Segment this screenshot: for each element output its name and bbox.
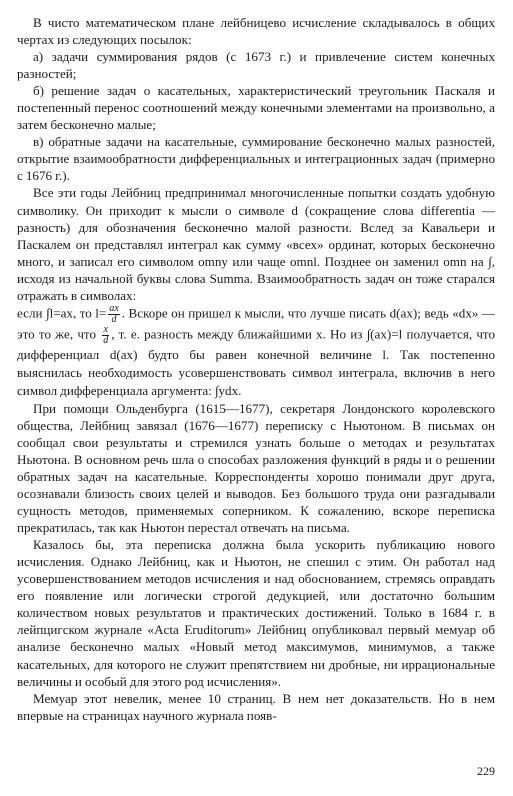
- paragraph-formulas: [17, 304, 495, 400]
- formula-middle: . Вскоре он пришел к мысли, что лучше писать d(ax); ведь «dx» — это то же, что: [17, 305, 496, 342]
- fraction-numerator: ax: [109, 302, 119, 314]
- paragraph-publication: Казалось бы, эта переписка должна была ускорить публикацию нового исчисления. Однако Лейбниц, как и Ньютон, не спешил с этим. Он работал над усовершенствованием методов исчисления и над обоснованием, стремясь оправдать его появление или логически строгой дедукцией, или достаточно большим количеством новых результатов и практических достижений. Только в 1684 г. в лейпцигском журнале «Acta Eruditorum» Лейбниц опубликовал первый мемуар об анализе бесконечно малых «Новый метод максимумов, минимумов, а также касательных, для которого не служит препятствием ни дробные, ни иррациональные величины и особый для этого род исчисления».: [17, 537, 495, 689]
- paragraph-symbolism: Все эти годы Лейбниц предпринимал многочисленные попытки создать удобную символику. Он приходит к мысли о символе d (сокращение слова differentia — разность) для обозначения бесконечно малой разности. Вслед за Кавальери и Паскалем он представлял интеграл как сумму «всех» ординат, которых бесконечно много, и записал его символом omny или чаще omnl. Позднее он заменил omn на ∫, исходя из начальной буквы слова Summa. Взаимообратность задач он тоже старался отражать в символах:: [17, 185, 495, 303]
- page-body: [17, 14, 495, 724]
- formula-tail: , т. е. разность между ближайшими x. Но из ∫(ax)=l получается, что дифференциал d(ax) будто бы равен конечной величине l. Так постепенно выяснилась необходимость усовершенствовать символ интеграла, включив в него символ дифференциала аргумента: ∫ydx.: [17, 326, 495, 398]
- formula-lead: если ∫l=ax, то l=: [17, 305, 107, 321]
- fraction-ax-over-d: [108, 304, 119, 325]
- list-item-a: а) задачи суммирования рядов (с 1673 г.) и привлечение систем конечных разностей;: [17, 49, 495, 82]
- list-item-c: в) обратные задачи на касательные, суммирование бесконечно малых разностей, открытие взаимообратности дифференциальных и интеграционных задач (примерно с 1676 г.).: [17, 134, 495, 184]
- paragraph-oldenburg: При помощи Ольденбурга (1615—1677), секретаря Лондонского королевского общества, Лейбниц завязал (1676—1677) переписку с Ньютоном. В письмах он сообщал свои результаты и стремился узнать больше о методах и результатах Ньютона. В основном речь шла о способах разложения функций в ряды и о решении обратных задач на касательные. Корреспонденты хорошо понимали друг друга, осознавали близость своих целей и выводов. Без большого труда они разгадывали сущность методов, применяемых соперником. К сожалению, вскоре переписка прекратилась, так как Ньютон перестал отвечать на письма.: [17, 400, 495, 536]
- fraction-x-over-d: [102, 325, 109, 346]
- fraction-numerator: x: [103, 323, 108, 335]
- paragraph-intro: В чисто математическом плане лейбницево исчисление складывалось в общих чертах из следующих посылок:: [17, 15, 495, 48]
- paragraph-memoir: Мемуар этот невелик, менее 10 страниц. В нем нет доказательств. Но в нем впервые на страницах научного журнала появ-: [17, 690, 495, 723]
- fraction-denominator: d: [111, 313, 117, 325]
- list-item-b: б) решение задач о касательных, характеристический треугольник Паскаля и постепенный перенос соотношений между конечными элементами на произвольно, а затем бесконечно малые;: [17, 83, 495, 133]
- fraction-denominator: d: [103, 334, 109, 346]
- page-number: 229: [477, 764, 495, 778]
